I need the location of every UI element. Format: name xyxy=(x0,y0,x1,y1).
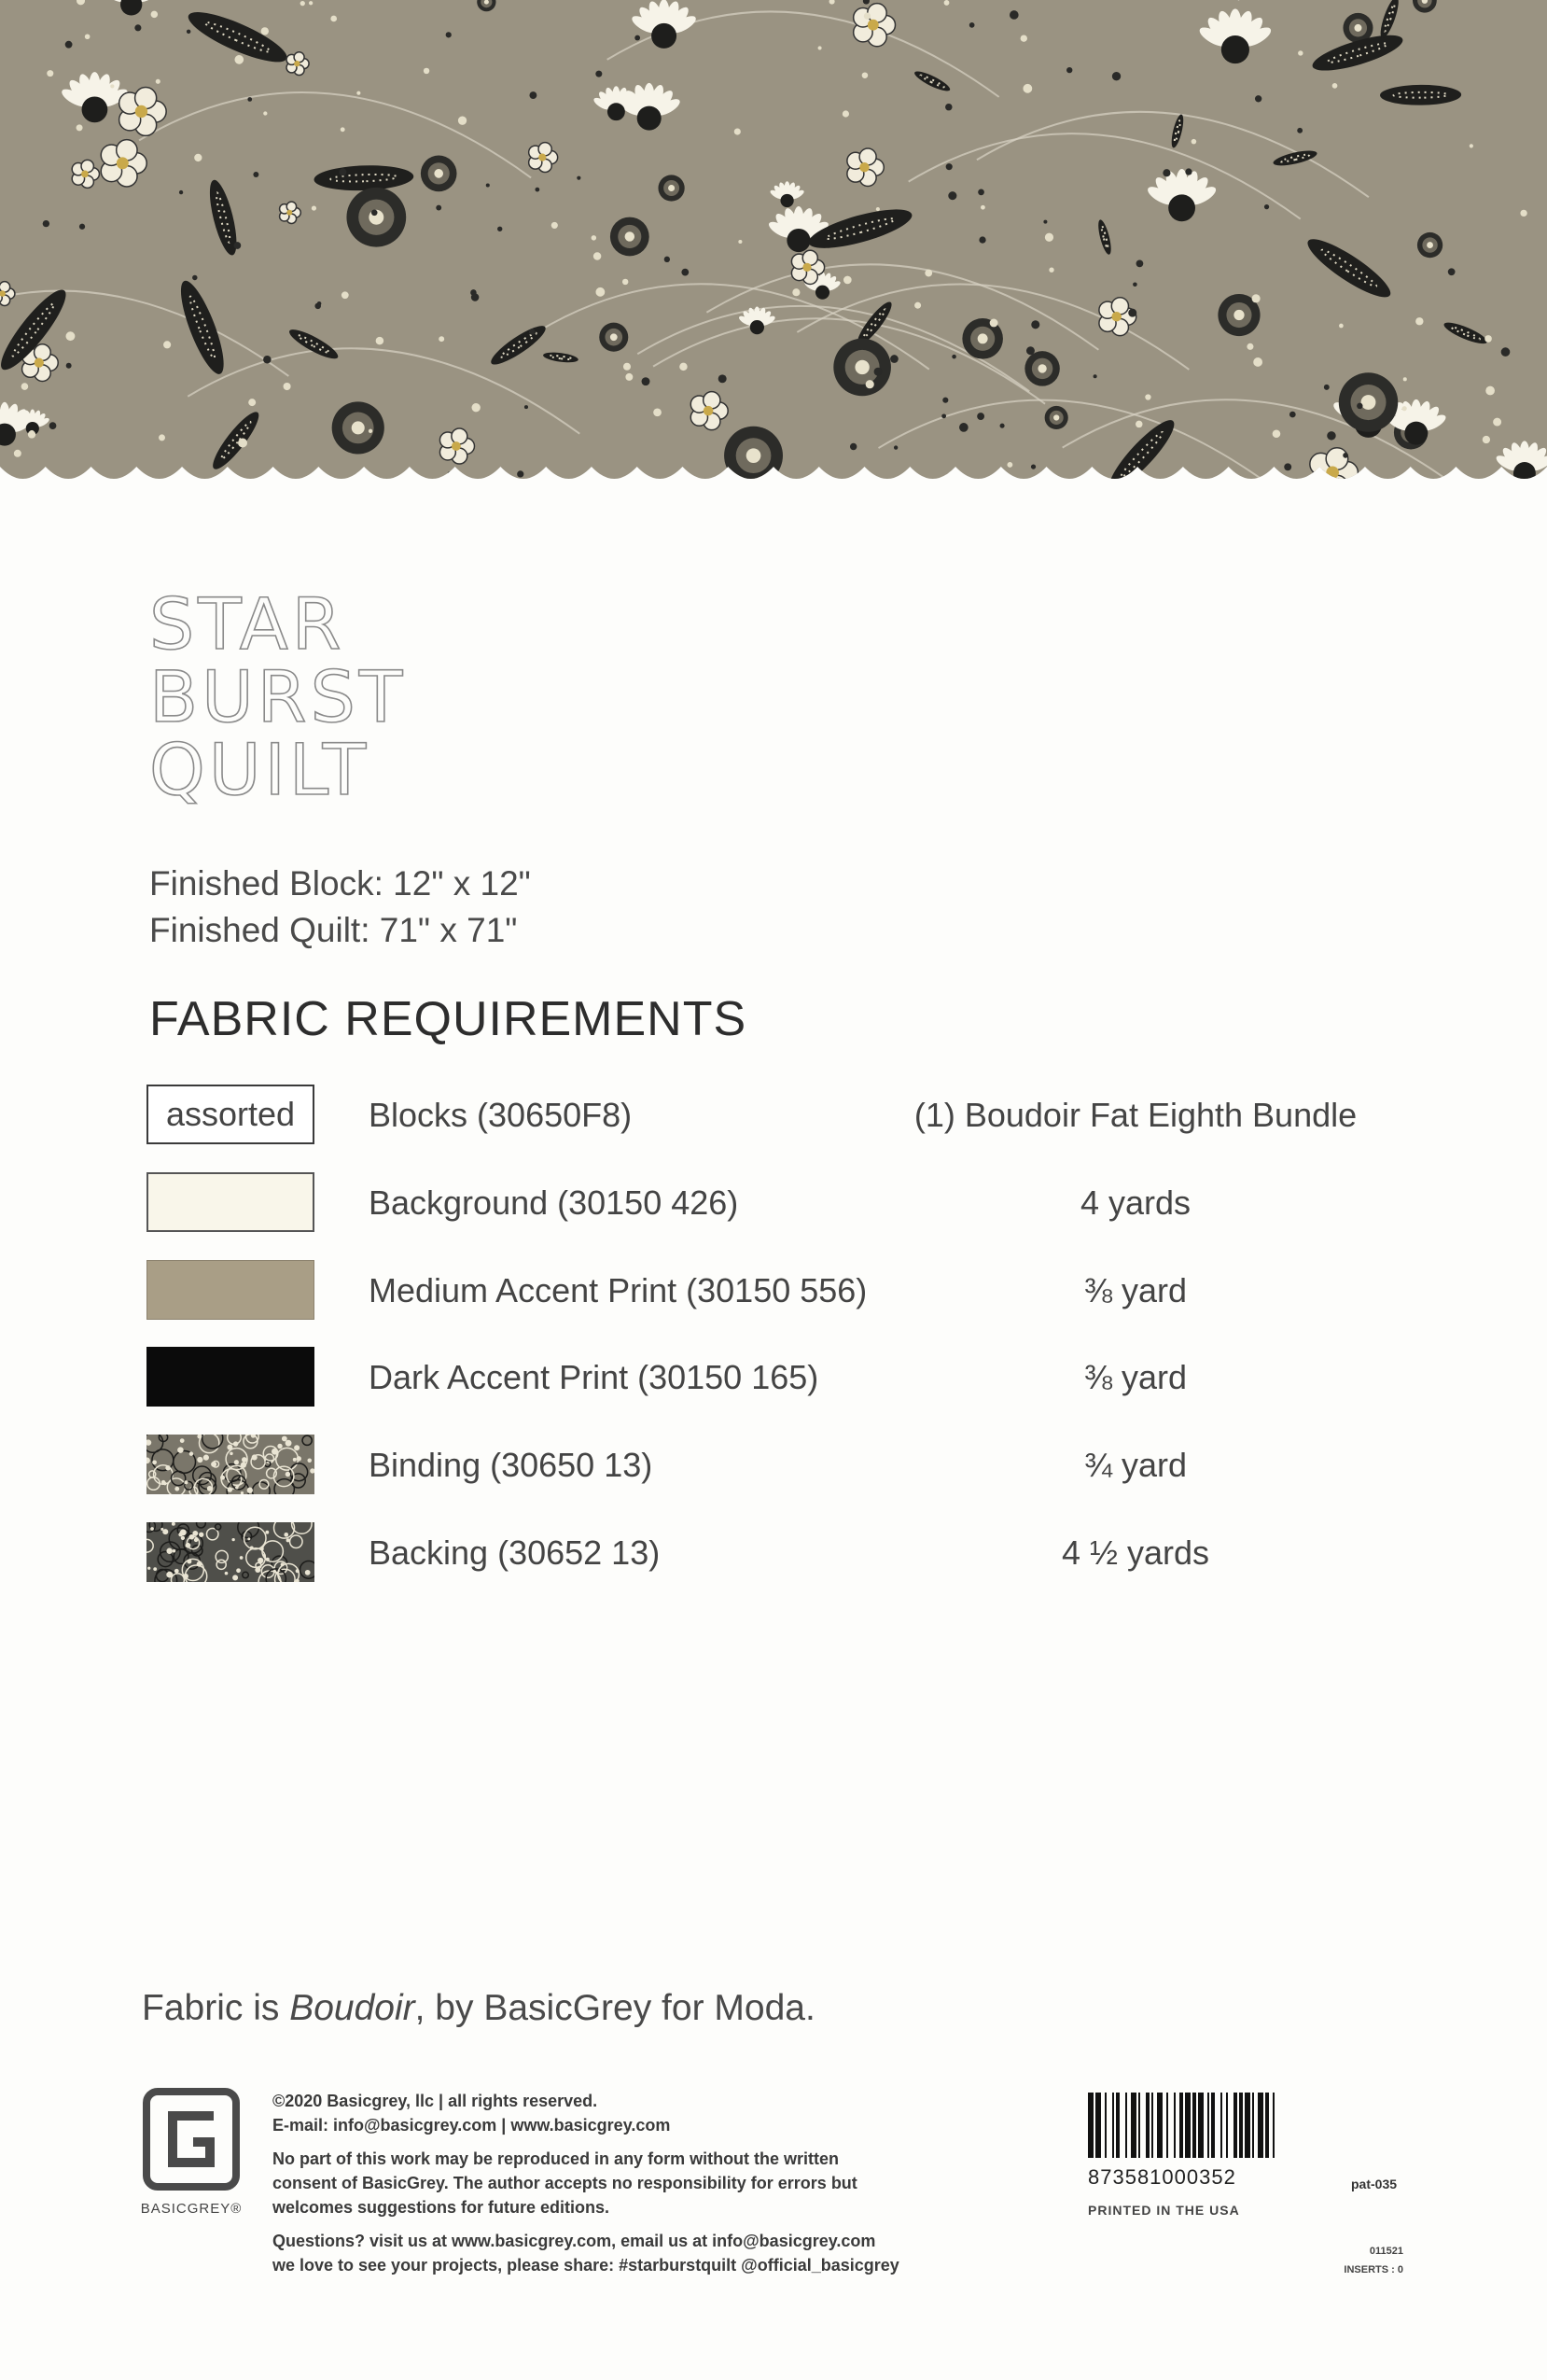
swatch-backing xyxy=(146,1522,314,1582)
fine-print xyxy=(272,2089,1038,2277)
fabric-row-blocks xyxy=(146,1085,1453,1146)
fabric-banner xyxy=(0,0,1547,490)
fabric-name: Background (30150 426) xyxy=(369,1183,739,1222)
swatch-dark-accent xyxy=(146,1347,314,1407)
fabric-amount: 4 ½ yards xyxy=(1061,1533,1210,1572)
fabric-row-medium-accent xyxy=(146,1260,1453,1322)
fabric-row-dark-accent xyxy=(146,1347,1453,1408)
fabric-amount: 4 yards xyxy=(1080,1183,1192,1222)
printed-in: PRINTED IN THE USA xyxy=(1088,2203,1240,2218)
pattern-title xyxy=(149,582,407,811)
print-codes xyxy=(1329,2242,1403,2279)
finished-quilt: Finished Quilt: 71" x 71" xyxy=(149,911,518,949)
barcode-number: 873581000352 xyxy=(1088,2165,1236,2189)
fabric-row-binding xyxy=(146,1435,1453,1496)
copyright: ©2020 Basicgrey, llc | all rights reserved. xyxy=(272,2092,598,2110)
title-line-1: STAR xyxy=(149,582,345,665)
fabric-name: Medium Accent Print (30150 556) xyxy=(369,1271,868,1309)
contact-info: E-mail: info@basicgrey.com | www.basicgrey.com xyxy=(272,2116,671,2135)
fabric-name: Dark Accent Print (30150 165) xyxy=(369,1358,819,1396)
fabric-name: Binding (30650 13) xyxy=(369,1446,653,1484)
fabric-name: Backing (30652 13) xyxy=(369,1533,661,1572)
fabric-name: Blocks (30650F8) xyxy=(369,1096,633,1134)
title-line-3: QUILT xyxy=(149,728,370,811)
dimensions xyxy=(149,861,531,954)
questions-line: Questions? visit us at www.basicgrey.com, email us at info@basicgrey.com xyxy=(272,2232,876,2250)
swatch-medium-accent xyxy=(146,1260,314,1320)
inserts-code: INSERTS : 0 xyxy=(1344,2264,1403,2275)
fabric-row-backing xyxy=(146,1522,1453,1584)
fabric-requirements-heading: FABRIC REQUIREMENTS xyxy=(149,992,747,1046)
swatch-assorted: assorted xyxy=(146,1085,314,1144)
pattern-code: pat-035 xyxy=(1351,2177,1398,2191)
print-code: 011521 xyxy=(1369,2246,1403,2257)
title-line-2: BURST xyxy=(149,655,407,738)
share-line: we love to see your projects, please share: #starburstquilt @official_basicgrey xyxy=(272,2256,899,2275)
swatch-binding xyxy=(146,1435,314,1494)
notice-line-3: welcomes suggestions for future editions. xyxy=(272,2198,610,2217)
floral-print-image xyxy=(0,0,1547,490)
barcode-icon xyxy=(1088,2093,1403,2158)
basicgrey-logo xyxy=(140,2088,243,2217)
fabric-amount: ¾ yard xyxy=(1083,1446,1188,1484)
notice-line-1: No part of this work may be reproduced in any form without the written xyxy=(272,2149,840,2168)
swatch-background xyxy=(146,1172,314,1232)
fabric-amount: (1) Boudoir Fat Eighth Bundle xyxy=(913,1096,1358,1134)
fabric-credit: Fabric is Boudoir, by BasicGrey for Moda. xyxy=(142,1988,815,2028)
logo-text: BASICGREY® xyxy=(140,2201,243,2217)
collection-name: Boudoir xyxy=(289,1988,415,2028)
notice-line-2: consent of BasicGrey. The author accepts no responsibility for errors but xyxy=(272,2174,857,2192)
basicgrey-g-logo-icon xyxy=(143,2088,240,2191)
finished-block: Finished Block: 12" x 12" xyxy=(149,864,531,903)
fabric-amount: ⅜ yard xyxy=(1083,1271,1188,1309)
fabric-row-background xyxy=(146,1172,1453,1234)
fabric-amount: ⅜ yard xyxy=(1083,1358,1188,1396)
